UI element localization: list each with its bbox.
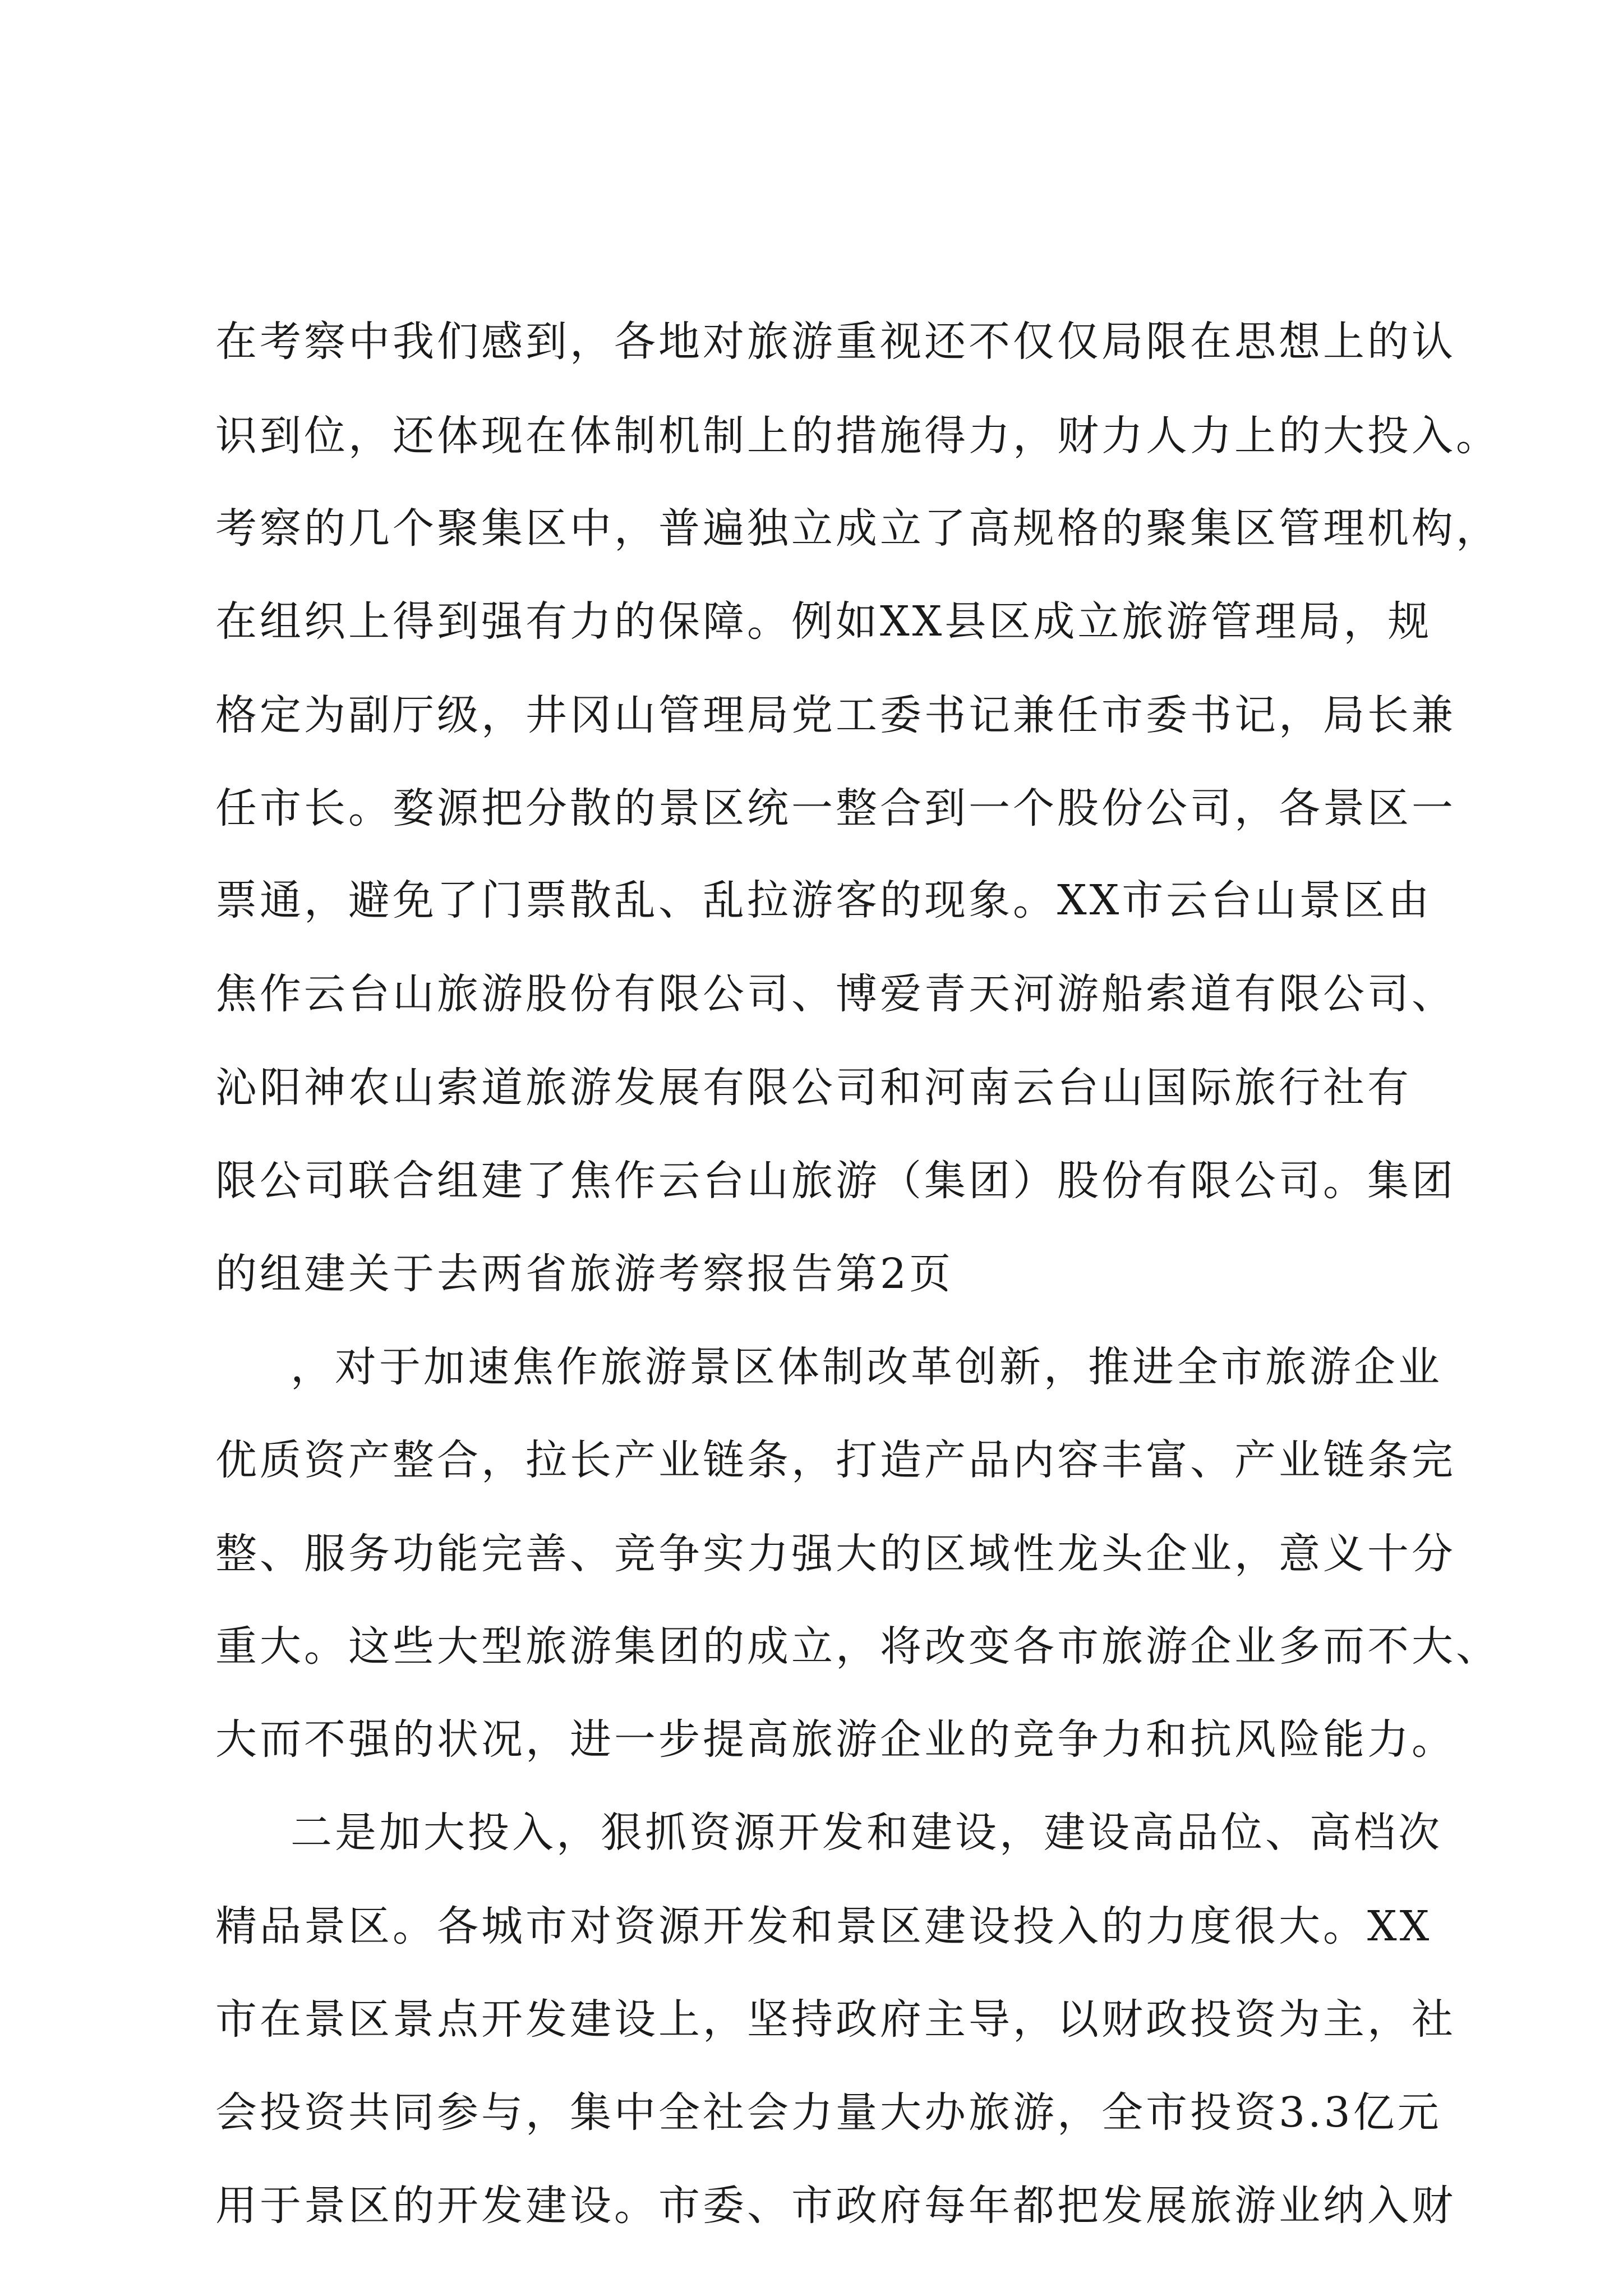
body-text-line: 的组建关于去两省旅游考察报告第2页 xyxy=(215,1250,954,1298)
body-text-line: 任市长。婺源把分散的景区统一整合到一个股份公司，各景区一 xyxy=(215,784,1456,832)
body-text-line: 沁阳神农山索道旅游发展有限公司和河南云台山国际旅行社有 xyxy=(215,1064,1412,1112)
body-text-line: 考察的几个聚集区中，普遍独立成立了高规格的聚集区管理机构， xyxy=(215,504,1500,553)
body-text-line: 会投资共同参与，集中全社会力量大办旅游，全市投资3.3亿元 xyxy=(215,2088,1442,2137)
body-text-line: 二是加大投入，狠抓资源开发和建设，建设高品位、高档次 xyxy=(291,1809,1442,1857)
body-text-line: 票通，避免了门票散乱、乱拉游客的现象。XX市云台山景区由 xyxy=(215,876,1432,924)
body-text-line: 市在景区景点开发建设上，坚持政府主导，以财政投资为主，社 xyxy=(215,1995,1456,2044)
body-text-line: 在组织上得到强有力的保障。例如XX县区成立旅游管理局，规 xyxy=(215,597,1432,646)
body-text-line: ，对于加速焦作旅游景区体制改革创新，推进全市旅游企业 xyxy=(291,1343,1442,1391)
body-text-line: 在考察中我们感到，各地对旅游重视还不仅仅局限在思想上的认 xyxy=(215,318,1456,366)
body-text-line: 精品景区。各城市对资源开发和景区建设投入的力度很大。XX xyxy=(215,1902,1432,1950)
body-text-line: 优质资产整合，拉长产业链条，打造产品内容丰富、产业链条完 xyxy=(215,1436,1456,1484)
body-text-line: 用于景区的开发建设。市委、市政府每年都把发展旅游业纳入财 xyxy=(215,2182,1456,2230)
body-text-line: 整、服务功能完善、竞争实力强大的区域性龙头企业，意义十分 xyxy=(215,1530,1456,1578)
body-text-line: 格定为副厅级，井冈山管理局党工委书记兼任市委书记，局长兼 xyxy=(215,691,1456,739)
body-text-line: 重大。这些大型旅游集团的成立，将改变各市旅游企业多而不大、 xyxy=(215,1622,1500,1671)
body-text-line: 识到位，还体现在体制机制上的措施得力，财力人力上的大投入。 xyxy=(215,412,1500,460)
body-text-line: 焦作云台山旅游股份有限公司、博爱青天河游船索道有限公司、 xyxy=(215,970,1456,1018)
body-text-line: 大而不强的状况，进一步提高旅游企业的竞争力和抗风险能力。 xyxy=(215,1715,1456,1764)
body-text-line: 限公司联合组建了焦作云台山旅游（集团）股份有限公司。集团 xyxy=(215,1157,1456,1205)
